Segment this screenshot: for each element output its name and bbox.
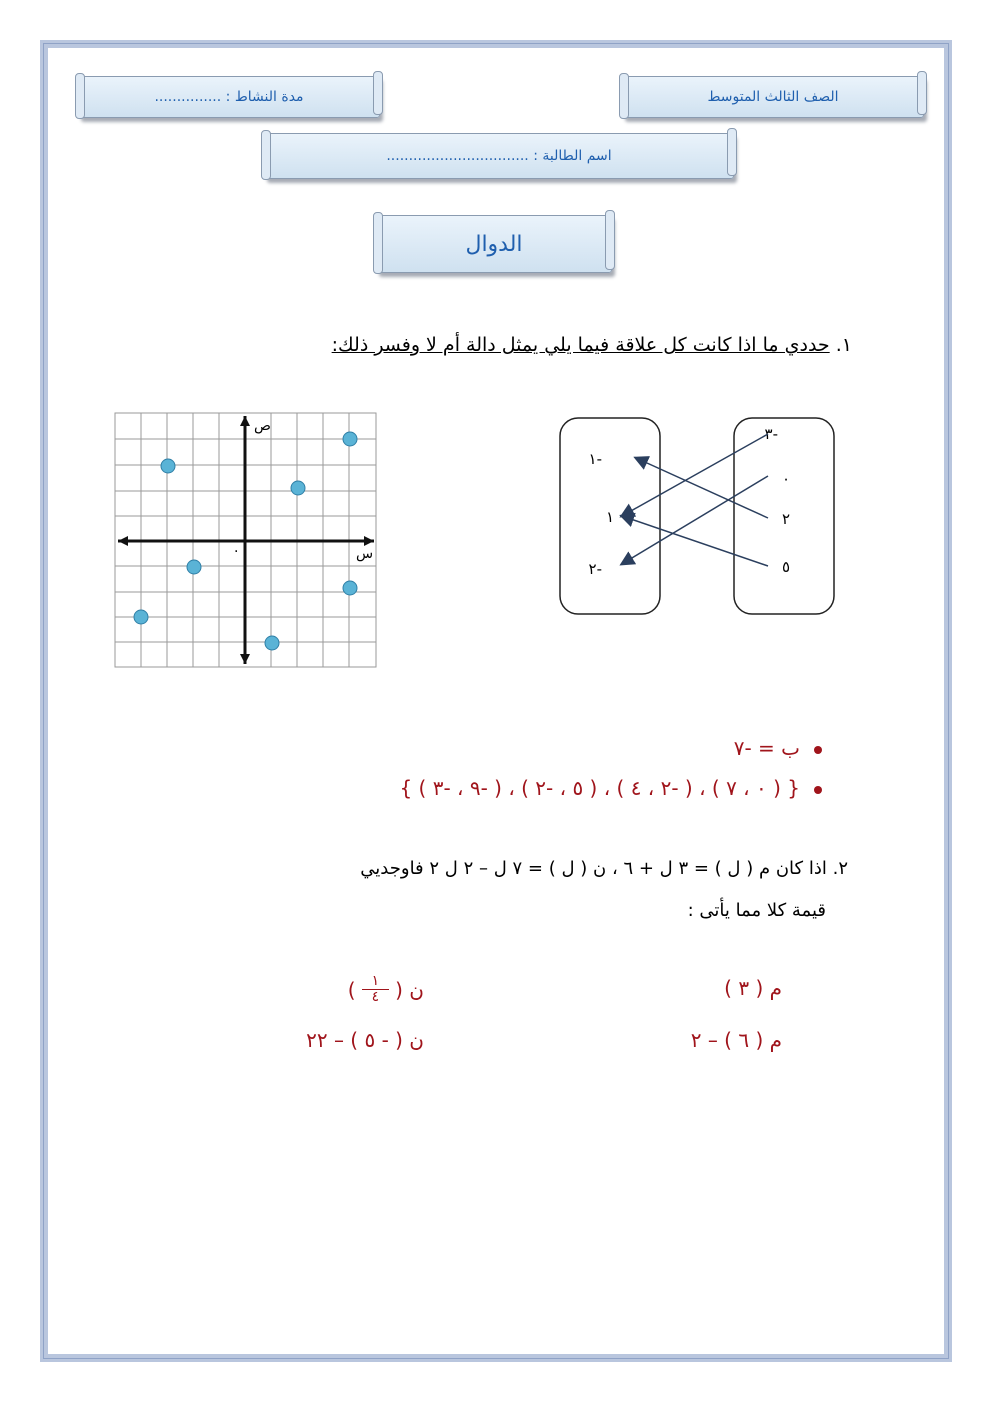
expression-b-suffix: )	[347, 977, 356, 1002]
fraction-numerator: ١	[362, 974, 390, 990]
origin-label: .	[234, 540, 239, 556]
bullet-item-2-text: { ( ٠ ، ٧ ) ، ( -٢ ، ٤ ) ، ( ٥ ، -٢ ) ، ( -٩ ، -٣ ) }	[399, 776, 800, 800]
mapping-arrow	[622, 476, 768, 564]
y-axis-label: ص	[254, 418, 271, 434]
plotted-point	[343, 581, 357, 595]
grade-banner	[622, 76, 924, 118]
domain-value: ٢	[782, 510, 791, 528]
range-value: ١	[606, 508, 615, 526]
expression-c-text: م ( ٦ ) – ٢	[690, 1028, 782, 1052]
domain-value: -٣	[764, 425, 778, 443]
question-2-text-2: قيمة كلا مما يأتى :	[687, 900, 826, 921]
fraction	[362, 974, 390, 1005]
domain-value: ٠	[782, 470, 791, 488]
bullet-item-2	[399, 776, 822, 800]
question-2-number: ٢.	[832, 858, 848, 879]
expression-a-text: م ( ٣ )	[724, 976, 782, 1000]
plotted-point	[265, 636, 279, 650]
expression-b	[348, 974, 424, 1005]
mapping-arrow	[622, 434, 768, 516]
bullet-item-1	[734, 736, 822, 760]
expression-d-text: ن ( - ٥ ) – ٢٢	[306, 1028, 424, 1052]
duration-banner	[78, 76, 380, 118]
student-name-text: اسم الطالبة : ................................	[386, 148, 612, 164]
plotted-point	[343, 432, 357, 446]
range-value: -١	[588, 450, 602, 468]
question-1-number: ١.	[835, 334, 852, 356]
coordinate-graph	[114, 412, 378, 670]
x-axis-label: س	[356, 546, 374, 562]
duration-text: مدة النشاط : ...............	[154, 89, 304, 105]
page-title: الدوال	[465, 231, 523, 257]
question-2-line-2	[688, 900, 826, 921]
expression-b-prefix: ن (	[395, 977, 424, 1002]
plotted-point	[187, 560, 201, 574]
domain-value: ٥	[782, 558, 791, 576]
question-2-text: اذا كان م ( ل ) = ٣ ل + ٦ ، ن ( ل ) = ٧ ل – ٢ ل ٢ فاوجديي	[360, 858, 827, 879]
range-value: -٢	[588, 560, 602, 578]
plotted-point	[291, 481, 305, 495]
fraction-denominator: ٤	[371, 989, 380, 1005]
question-1	[332, 334, 852, 356]
title-banner	[376, 215, 612, 273]
expression-d	[306, 1028, 424, 1052]
grade-text: الصف الثالث المتوسط	[707, 89, 839, 105]
plotted-point	[161, 459, 175, 473]
bullet-item-1-text: ب = -٧	[733, 736, 800, 760]
question-2-line-1	[360, 858, 848, 879]
mapping-arrow	[622, 516, 768, 566]
plotted-point	[134, 610, 148, 624]
expression-a	[724, 976, 782, 1000]
mapping-diagram	[556, 414, 856, 624]
student-name-banner	[264, 133, 734, 179]
bullet-dot	[814, 786, 822, 794]
bullet-dot	[814, 746, 822, 754]
question-1-text: حددي ما اذا كانت كل علاقة فيما يلي يمثل دالة أم لا وفسر ذلك:	[331, 334, 830, 356]
expression-c	[691, 1028, 782, 1052]
